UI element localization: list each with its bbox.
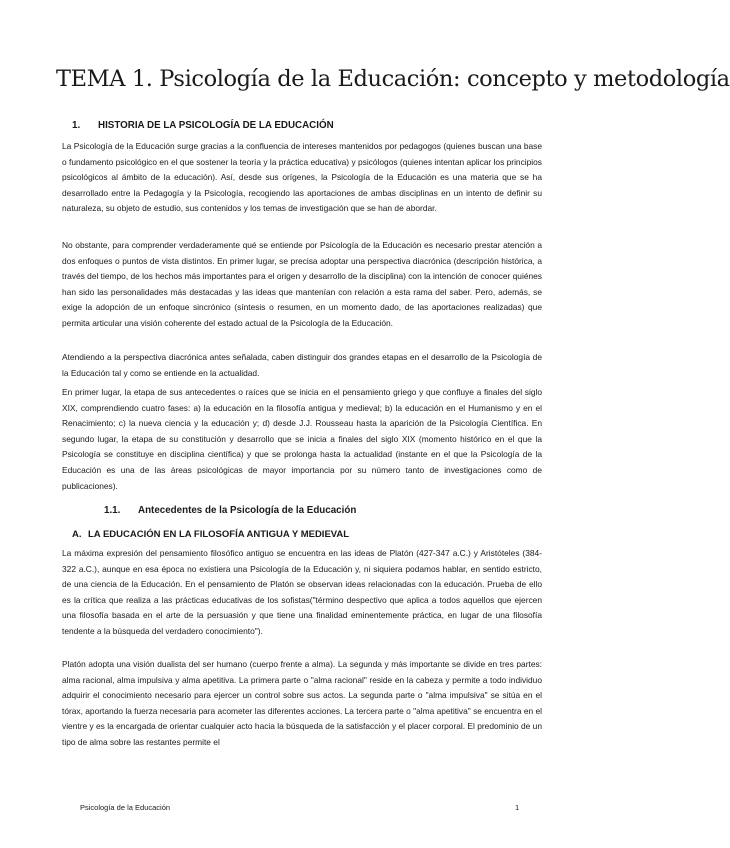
section-a-number: A. [72, 529, 82, 540]
section-1-number: 1. [72, 120, 81, 131]
document-title: TEMA 1. Psicología de la Educación: concepto y metodología [56, 66, 730, 92]
section-a-heading [72, 529, 349, 540]
paragraph-3: Atendiendo a la perspectiva diacrónica antes señalada, caben distinguir dos grandes etapas en el desarrollo de la Psicología de la Educación tal y como se entiende en la actualidad. [62, 352, 542, 378]
page-number: 1 [515, 803, 520, 812]
paragraph-a-1: La máxima expresión del pensamiento filosófico antiguo se encuentra en las ideas de Platón (427-347 a.C.) y Aristóteles (384-322 a.C.), aunque en esa época no existiera una Psicología de la Educación y, ni siquiera podamos hablar, en sentido estricto, de una ciencia de la Educación. En el pensamiento de Platón se observan ideas relacionadas con la educación. Prueba de ello es la crítica que realiza a las prácticas educativas de los sofistas("término despectivo que aplica a todos aquellos que ejercen una filosofía basada en el arte de la persuasión y que tiene una finalidad eminentemente práctica, en lugar de una filosofía tendente a la búsqueda del verdadero conocimiento"). [62, 548, 542, 636]
paragraph-1: La Psicología de la Educación surge gracias a la confluencia de intereses mantenidos por pedagogos (quienes buscan una base o fundamento psicológico en el que sostener la teoría y la práctica educativa) y psicólogos (quienes intentan aplicar los principios psicológicos al ámbito de la educación). Así, desde sus orígenes, la Psicología de la Educación es una materia que se ha desarrollado entre la Pedagogía y la Psicología, recogiendo las aportaciones de ambas disciplinas en un intento de definir su naturaleza, su objeto de estudio, sus contenidos y los temas de investigación que se han de abordar. [62, 141, 542, 214]
paragraph-a-2: Platón adopta una visión dualista del ser humano (cuerpo frente a alma). La segunda y más importante se divide en tres partes: alma racional, alma impulsiva y alma apetitiva. La primera parte o "alma racional" reside en la cabeza y permite a todo individuo adquirir el conocimiento necesario para ejercer un control sobre sus actos. La segunda parte o "alma impulsiva" se sitúa en el tórax, aportando la fuerza necesaria para acometer las diferentes acciones. La tercera parte o "alma apetitiva" se encuentra en el vientre y es la encargada de orientar cualquier acto hacia la búsqueda de la satisfacción y el placer corporal. El predominio de un tipo de alma sobre las restantes permite el [62, 659, 542, 747]
section-1-1-title: Antecedentes de la Psicología de la Educación [138, 505, 357, 516]
section-a-title: LA EDUCACIÓN EN LA FILOSOFÍA ANTIGUA Y MEDIEVAL [88, 529, 350, 540]
section-1-heading [72, 120, 334, 131]
paragraph-4: En primer lugar, la etapa de sus antecedentes o raíces que se inicia en el pensamiento griego y que confluye a finales del siglo XIX, comprendiendo cuatro fases: a) la educación en la filosofía antigua y medieval; b) la educación en el Humanismo y en el Renacimiento; c) la nueva ciencia y la educación y; d) desde J.J. Rousseau hasta la aparición de la Psicología Científica. En segundo lugar, la etapa de su constitución y desarrollo que se inicia a finales del siglo XIX (momento histórico en el que la Psicología se constituye en disciplina científica) y que se prolonga hasta la actualidad (instante en el que la Psicología de la Educación es una de las áreas psicológicas de mayor importancia por su número tanto de investigaciones como de publicaciones). [62, 387, 542, 491]
section-1-1-number: 1.1. [104, 505, 121, 516]
footer-label: Psicología de la Educación [80, 803, 171, 812]
paragraph-2: No obstante, para comprender verdaderamente qué se entiende por Psicología de la Educación es necesario prestar atención a dos enfoques o puntos de vista distintos. En primer lugar, se precisa adoptar una perspectiva diacrónica (descripción histórica, a través del tiempo, de los hechos más importantes para el origen y desarrollo de la disciplina) con la intención de conocer quiénes han sido las personalidades más destacadas y las ideas que mantenían con relación a esta rama del saber. Pero, además, se exige la adopción de un enfoque sincrónico (síntesis o resumen, en un momento dado, de las aportaciones realizadas) que permita articular una visión coherente del estado actual de la Psicología de la Educación. [62, 240, 542, 328]
section-1-1-heading [104, 505, 356, 516]
section-1-title: HISTORIA DE LA PSICOLOGÍA DE LA EDUCACIÓN [98, 120, 334, 131]
